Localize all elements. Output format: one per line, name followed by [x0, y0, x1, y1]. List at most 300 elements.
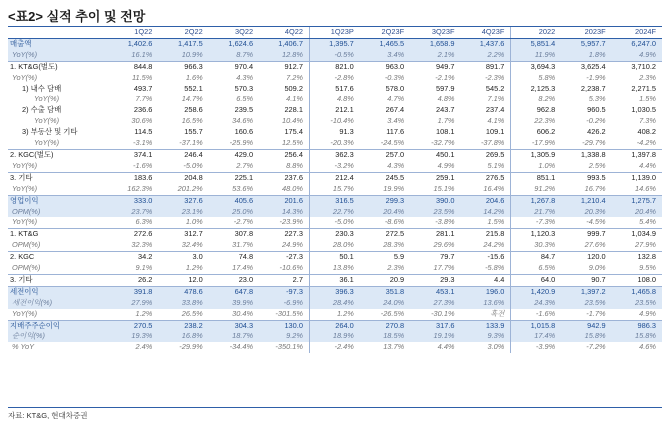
- table-cell: 23.5%: [561, 298, 611, 309]
- table-cell: 4.4: [461, 274, 511, 286]
- table-cell: 1.0%: [185, 217, 203, 227]
- table-cell: 4.7%: [387, 94, 405, 104]
- table-cell: 4.8%: [309, 94, 359, 105]
- row-label: YoY(%): [34, 116, 60, 126]
- table-cell: 3.0%: [487, 342, 505, 352]
- table-cell: 3.0: [158, 252, 208, 263]
- table-cell: 212.1: [309, 105, 359, 116]
- table-cell: 31.7%: [232, 240, 254, 250]
- table-cell: 1,397.2: [561, 286, 611, 297]
- table-cell: 1,624.6: [209, 38, 259, 49]
- table-cell: 108.1: [436, 127, 455, 137]
- table-cell: 160.6: [234, 127, 254, 137]
- table-cell: 133.9: [461, 320, 511, 331]
- table-cell: 13.7%: [383, 342, 405, 352]
- table-cell: 396.3: [309, 286, 359, 297]
- table-row: [8, 298, 662, 309]
- table-cell: -3.1%: [133, 138, 153, 148]
- table-cell: 17.4%: [232, 263, 254, 273]
- table-cell: 374.1: [108, 149, 158, 160]
- table-cell: 16.5%: [181, 116, 203, 126]
- table-cell: -2.8%: [309, 73, 359, 84]
- table-cell: 1,305.9: [511, 149, 561, 160]
- table-cell: 1.7%: [437, 116, 455, 126]
- table-cell: 39.9%: [209, 298, 259, 309]
- table-cell: 34.2: [108, 252, 158, 263]
- row-label: 영업이익: [8, 195, 108, 206]
- table-cell: 307.8: [209, 229, 259, 240]
- table-row: [8, 127, 662, 138]
- row-label: 3. 기타: [8, 274, 108, 286]
- table-cell: 18.5%: [360, 331, 410, 342]
- column-header: 4Q23F: [461, 27, 511, 39]
- table-cell: 19.1%: [410, 331, 460, 342]
- table-cell: 24.3%: [511, 298, 561, 309]
- table-cell: 426.2: [587, 127, 606, 137]
- table-row: [8, 229, 662, 240]
- table-cell: 2.7%: [236, 160, 254, 170]
- table-cell: 16.7%: [584, 183, 606, 193]
- table-cell: 27.9%: [108, 298, 158, 309]
- table-cell: -37.1%: [179, 138, 203, 148]
- table-row: [8, 38, 662, 49]
- table-cell: 29.6%: [433, 240, 455, 250]
- table-cell: 1,275.7: [612, 195, 662, 206]
- table-cell: 2.3%: [387, 263, 405, 273]
- table-cell: -2.3%: [485, 72, 505, 82]
- table-cell: 578.0: [385, 83, 405, 93]
- table-title: <표2> 실적 추이 및 전망: [8, 9, 146, 24]
- financial-table: [8, 26, 662, 353]
- table-cell: 84.7: [511, 252, 561, 263]
- row-label: 2. KGC(별도): [8, 149, 108, 160]
- table-cell: 493.7: [133, 83, 153, 93]
- table-cell: 2.5%: [588, 160, 606, 170]
- table-cell: 12.8%: [259, 50, 309, 61]
- table-cell: 14.7%: [181, 94, 203, 104]
- table-cell: 22.3%: [511, 116, 561, 127]
- row-label: 지배주주순이익: [8, 320, 108, 331]
- table-cell: 3,710.2: [612, 61, 662, 72]
- table-cell: -30.1%: [431, 308, 455, 318]
- table-cell: 26.5%: [181, 308, 203, 318]
- table-row: [8, 286, 662, 297]
- table-cell: 3.4%: [360, 50, 410, 61]
- row-label: YoY(%): [34, 94, 60, 104]
- table-cell: -10.4%: [309, 116, 359, 127]
- table-cell: 237.6: [259, 172, 309, 183]
- table-cell: 15.1%: [433, 183, 455, 193]
- column-header: 4Q22: [259, 27, 309, 39]
- table-cell: 552.1: [184, 83, 203, 93]
- table-cell: 23.7%: [108, 207, 158, 218]
- table-cell: 12.5%: [281, 138, 303, 148]
- column-header: 2Q23F: [360, 27, 410, 39]
- table-cell: -5.8%: [485, 263, 505, 273]
- table-cell: 30.6%: [131, 116, 153, 126]
- table-cell: 7.3%: [639, 116, 656, 126]
- table-cell: 5.3%: [588, 94, 606, 104]
- table-cell: 132.8: [612, 252, 662, 263]
- table-cell: 8.2%: [511, 94, 561, 105]
- table-cell: 12.0: [158, 274, 208, 286]
- row-label: 1) 내수 담배: [22, 83, 62, 93]
- table-cell: 267.4: [385, 105, 405, 115]
- table-cell: 405.6: [209, 195, 259, 206]
- table-cell: 1,395.7: [309, 38, 359, 49]
- table-cell: 26.2: [108, 274, 158, 286]
- table-cell: 509.2: [284, 83, 303, 93]
- table-cell: 흑전: [490, 308, 505, 318]
- column-header: 2Q22: [158, 27, 208, 39]
- table-cell: 844.8: [108, 61, 158, 72]
- table-cell: 204.8: [158, 172, 208, 183]
- table-cell: 17.4%: [511, 331, 561, 342]
- table-cell: 20.9: [360, 274, 410, 286]
- table-cell: -32.7%: [431, 138, 455, 148]
- table-cell: -0.3%: [384, 72, 405, 82]
- table-cell: 270.5: [108, 320, 158, 331]
- table-cell: -37.8%: [480, 138, 505, 148]
- table-cell: 272.6: [108, 229, 158, 240]
- row-label: 매출액: [8, 38, 108, 49]
- table-cell: -26.5%: [380, 308, 405, 318]
- table-cell: 606.2: [511, 127, 561, 138]
- table-cell: 33.8%: [158, 298, 208, 309]
- table-cell: -10.6%: [279, 263, 303, 273]
- table-cell: 9.0%: [588, 263, 606, 273]
- table-cell: 351.8: [360, 286, 410, 297]
- table-row: [8, 161, 662, 172]
- table-cell: 10.4%: [281, 116, 303, 126]
- table-cell: 1,402.6: [108, 38, 158, 49]
- table-cell: 227.3: [259, 229, 309, 240]
- table-cell: 1,338.8: [561, 149, 611, 160]
- table-cell: 245.5: [360, 172, 410, 183]
- table-cell: 117.6: [386, 127, 405, 137]
- table-cell: 4.3%: [387, 160, 405, 170]
- table-cell: 32.3%: [131, 240, 153, 250]
- row-label: YoY(%): [12, 217, 38, 227]
- table-cell: 19.3%: [108, 331, 158, 342]
- table-cell: 6,247.0: [612, 38, 662, 49]
- table-cell: 949.7: [410, 61, 460, 72]
- table-cell: 237.4: [485, 105, 505, 115]
- table-cell: 11.9%: [511, 50, 561, 61]
- table-cell: 2.1%: [410, 50, 460, 61]
- table-cell: -1.6%: [133, 160, 153, 170]
- table-row: [8, 342, 662, 353]
- table-cell: -6.9%: [259, 298, 309, 309]
- table-cell: 23.1%: [158, 207, 208, 218]
- table-cell: -7.3%: [511, 217, 561, 228]
- table-cell: 1,397.8: [612, 149, 662, 160]
- financial-table-container: [8, 26, 662, 353]
- table-cell: 53.6%: [232, 183, 254, 193]
- row-label: YoY(%): [12, 160, 38, 170]
- table-cell: 4.9%: [639, 308, 656, 318]
- table-cell: 32.4%: [181, 240, 203, 250]
- table-cell: 230.3: [309, 229, 359, 240]
- table-cell: 966.3: [158, 61, 208, 72]
- table-cell: 238.2: [158, 320, 208, 331]
- table-cell: 2,271.5: [631, 83, 656, 93]
- table-cell: 304.3: [209, 320, 259, 331]
- table-cell: 34.6%: [232, 116, 254, 126]
- table-cell: -97.3: [259, 286, 309, 297]
- table-cell: -3.9%: [511, 342, 561, 353]
- table-row: [8, 309, 662, 320]
- table-row: [8, 252, 662, 263]
- table-row: [8, 84, 662, 95]
- table-cell: -27.3: [259, 252, 309, 263]
- table-cell: 1.2%: [309, 309, 359, 320]
- table-cell: 130.0: [259, 320, 309, 331]
- table-cell: 1,420.9: [511, 286, 561, 297]
- column-header: 1Q23P: [309, 27, 359, 39]
- table-cell: 28.3%: [383, 240, 405, 250]
- table-cell: 258.6: [184, 105, 203, 115]
- table-cell: 1,658.9: [410, 38, 460, 49]
- table-cell: 264.0: [309, 320, 359, 331]
- table-cell: 212.4: [309, 172, 359, 183]
- header-row: [8, 27, 662, 39]
- row-label: YoY(%): [12, 183, 38, 193]
- table-cell: 4.1%: [487, 116, 505, 126]
- table-cell: 4.1%: [286, 94, 303, 104]
- row-label: YoY(%): [12, 72, 38, 82]
- table-cell: 891.7: [461, 61, 511, 72]
- table-cell: -17.9%: [511, 138, 561, 149]
- table-cell: 28.4%: [309, 298, 359, 309]
- table-cell: 2.2%: [461, 50, 511, 61]
- table-cell: 23.5%: [612, 298, 662, 309]
- table-cell: 90.7: [561, 274, 611, 286]
- table-cell: 1,465.5: [360, 38, 410, 49]
- table-cell: 155.7: [184, 127, 203, 137]
- table-cell: -5.0%: [309, 217, 359, 228]
- table-cell: 362.3: [309, 149, 359, 160]
- table-cell: 3.4%: [387, 116, 405, 126]
- table-cell: -8.6%: [384, 217, 405, 227]
- table-cell: 7.2%: [286, 72, 303, 82]
- table-cell: 4.8%: [437, 94, 455, 104]
- table-row: [8, 61, 662, 72]
- table-cell: 15.8%: [612, 331, 662, 342]
- table-cell: 1,417.5: [158, 38, 208, 49]
- table-cell: -4.2%: [636, 138, 656, 148]
- table-cell: 24.9%: [281, 240, 303, 250]
- table-row: [8, 263, 662, 274]
- table-cell: 48.0%: [281, 183, 303, 193]
- table-cell: 942.9: [561, 320, 611, 331]
- table-cell: 8.8%: [286, 160, 303, 170]
- table-cell: 50.1: [309, 252, 359, 263]
- table-row: [8, 195, 662, 206]
- table-cell: 22.7%: [309, 207, 359, 218]
- table-cell: 269.5: [461, 149, 511, 160]
- table-cell: 5.1%: [487, 160, 505, 170]
- table-cell: 2,238.7: [580, 83, 606, 93]
- table-cell: 162.3%: [127, 183, 153, 193]
- table-cell: 16.4%: [483, 183, 505, 193]
- table-cell: 15.8%: [561, 331, 611, 342]
- table-cell: -1.9%: [586, 72, 606, 82]
- table-cell: 13.8%: [309, 263, 359, 274]
- table-cell: 4.9%: [437, 160, 455, 170]
- table-cell: 259.1: [410, 172, 460, 183]
- table-row: [8, 217, 662, 228]
- table-cell: 8.7%: [209, 50, 259, 61]
- table-cell: 23.5%: [410, 207, 460, 218]
- table-cell: 215.8: [461, 229, 511, 240]
- table-cell: 21.7%: [511, 207, 561, 218]
- table-cell: 10.9%: [158, 50, 208, 61]
- table-cell: 281.1: [410, 229, 460, 240]
- table-cell: 5.9: [360, 252, 410, 263]
- table-cell: -0.5%: [309, 50, 359, 61]
- table-cell: 3,625.4: [561, 61, 611, 72]
- table-cell: 2.4%: [135, 342, 153, 352]
- table-cell: 1.2%: [185, 263, 203, 273]
- table-cell: 36.1: [309, 274, 359, 286]
- table-cell: 24.0%: [360, 298, 410, 309]
- table-cell: -0.2%: [586, 116, 606, 126]
- table-cell: 20.4%: [612, 207, 662, 218]
- column-header: 3Q22: [209, 27, 259, 39]
- table-cell: -2.4%: [309, 342, 359, 353]
- column-header: 2023F: [561, 27, 611, 39]
- table-cell: 20.4%: [360, 207, 410, 218]
- table-cell: 79.7: [410, 252, 460, 263]
- table-cell: -15.6: [461, 252, 511, 263]
- table-cell: 272.5: [360, 229, 410, 240]
- table-cell: 1,030.5: [631, 105, 656, 115]
- table-cell: -2.7%: [233, 217, 254, 227]
- table-row: [8, 149, 662, 160]
- table-cell: 963.0: [360, 61, 410, 72]
- table-cell: -7.2%: [586, 342, 606, 352]
- table-cell: 993.5: [561, 172, 611, 183]
- row-label: 세전이익: [8, 286, 108, 297]
- table-cell: 453.1: [410, 286, 460, 297]
- table-cell: 16.8%: [158, 331, 208, 342]
- table-cell: 6.5%: [236, 94, 254, 104]
- column-header: 2022: [511, 27, 561, 39]
- table-cell: 851.1: [511, 172, 561, 183]
- table-cell: 1,210.4: [561, 195, 611, 206]
- table-cell: 1.5%: [487, 217, 505, 227]
- table-cell: 312.7: [158, 229, 208, 240]
- table-cell: 64.0: [511, 274, 561, 286]
- table-cell: 4.6%: [639, 342, 656, 352]
- table-cell: -350.1%: [275, 342, 303, 352]
- table-cell: 647.8: [209, 286, 259, 297]
- table-row: [8, 331, 662, 342]
- table-cell: 114.5: [134, 127, 153, 137]
- bottom-divider: [8, 407, 662, 408]
- table-cell: 228.1: [284, 105, 303, 115]
- table-cell: 27.6%: [584, 240, 606, 250]
- row-label: 3) 부동산 및 기타: [22, 127, 78, 137]
- table-cell: 6.3%: [135, 217, 153, 227]
- table-cell: 13.6%: [461, 298, 511, 309]
- table-cell: 28.0%: [309, 240, 359, 251]
- table-cell: 2.7: [259, 274, 309, 286]
- table-row: [8, 73, 662, 84]
- table-cell: 391.8: [108, 286, 158, 297]
- table-row: [8, 116, 662, 127]
- row-label: OPM(%): [12, 240, 41, 250]
- table-cell: 276.5: [461, 172, 511, 183]
- table-cell: 316.5: [309, 195, 359, 206]
- table-row: [8, 94, 662, 105]
- table-cell: 597.9: [436, 83, 455, 93]
- table-cell: -4.5%: [586, 217, 606, 227]
- table-cell: -5.0%: [183, 160, 203, 170]
- table-cell: 570.3: [234, 83, 254, 93]
- table-cell: 120.0: [561, 252, 611, 263]
- table-cell: 408.2: [637, 127, 656, 137]
- table-cell: 18.7%: [209, 331, 259, 342]
- table-cell: 1.6%: [185, 72, 203, 82]
- row-label: 1. KT&G: [8, 229, 108, 240]
- table-cell: 390.0: [410, 195, 460, 206]
- table-cell: 11.5%: [131, 72, 153, 82]
- table-cell: 5,957.7: [561, 38, 611, 49]
- table-row: [8, 207, 662, 218]
- table-cell: 246.4: [158, 149, 208, 160]
- table-cell: 1,034.9: [612, 229, 662, 240]
- table-cell: 517.6: [309, 84, 359, 95]
- table-cell: 960.5: [587, 105, 606, 115]
- table-cell: 962.8: [511, 105, 561, 116]
- table-row: [8, 172, 662, 183]
- table-cell: 20.3%: [561, 207, 611, 218]
- table-cell: 1,437.6: [461, 38, 511, 49]
- table-cell: 9.5%: [639, 263, 656, 273]
- row-label: 순이익(%): [8, 331, 108, 342]
- table-row: [8, 240, 662, 251]
- table-cell: 4.3%: [236, 72, 254, 82]
- table-cell: 201.6: [259, 195, 309, 206]
- row-label: 2) 수출 담배: [22, 105, 62, 115]
- table-cell: 450.1: [410, 149, 460, 160]
- table-cell: 23.0: [209, 274, 259, 286]
- table-row: [8, 138, 662, 149]
- table-cell: 18.9%: [309, 331, 359, 342]
- table-cell: 7.7%: [135, 94, 153, 104]
- row-label: OPM(%): [8, 207, 108, 218]
- table-cell: 243.7: [436, 105, 455, 115]
- table-row: [8, 184, 662, 195]
- table-cell: 1,120.3: [511, 229, 561, 240]
- table-cell: 3,694.3: [511, 61, 561, 72]
- table-cell: 299.3: [360, 195, 410, 206]
- table-cell: 912.7: [259, 61, 309, 72]
- table-cell: 6.5%: [511, 263, 561, 274]
- table-cell: 236.6: [133, 105, 153, 115]
- table-row: [8, 105, 662, 116]
- table-cell: 327.6: [158, 195, 208, 206]
- table-cell: 7.1%: [487, 94, 505, 104]
- table-cell: -29.9%: [179, 342, 203, 352]
- row-label: YoY(%): [34, 138, 60, 148]
- table-cell: 9.1%: [135, 263, 153, 273]
- table-cell: -1.7%: [586, 308, 606, 318]
- table-cell: 27.9%: [635, 240, 656, 250]
- table-cell: -34.4%: [229, 342, 254, 352]
